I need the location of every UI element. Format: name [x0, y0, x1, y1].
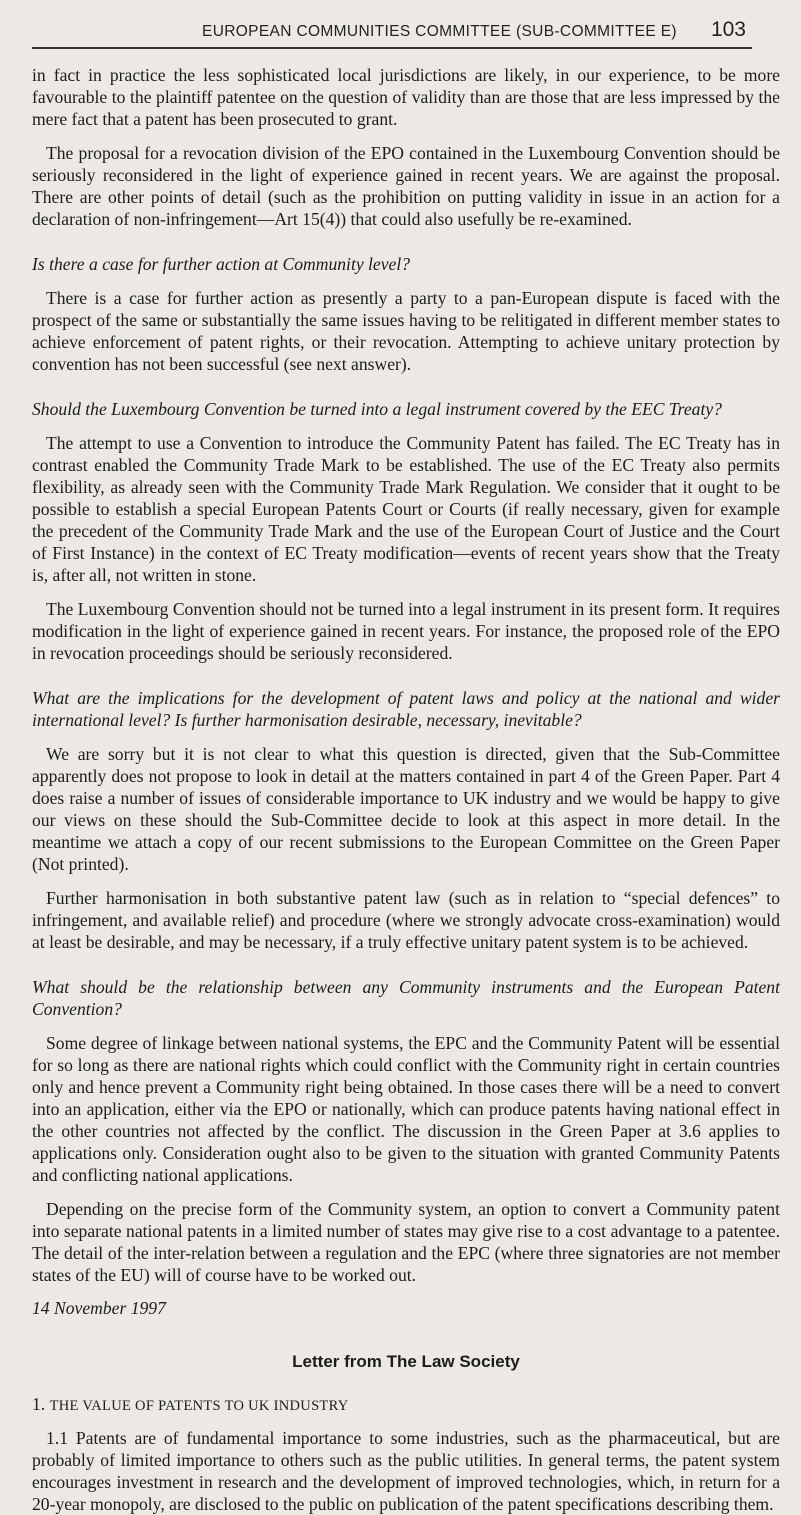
paragraph: in fact in practice the less sophisticated local jurisdictions are likely, in our experience, to be more favourable to the plaintiff patentee on the question of validity than are those that are less impressed by the mere fact that a patent has been prosecuted to grant. [32, 65, 780, 129]
letter-heading: Letter from The Law Society [292, 1352, 520, 1371]
paragraph: Some degree of linkage between national systems, the EPC and the Community Patent will be essential for so long as there are national rights which could conflict with the Community right in certain countries only and hence prevent a Community right being obtained. In those cases there will be a need to convert into an application, either via the EPO or nationally, which can produce patents having national effect in the other countries not affected by the conflict. The discussion in the Green Paper at 3.6 applies to applications only. Consideration ought also to be given to the situation with granted Community Patents and conflicting national applications. [32, 1033, 780, 1185]
header-rule [32, 47, 752, 49]
page-number: 103 [710, 18, 746, 41]
paragraph: 1.1 Patents are of fundamental importance to some industries, such as the pharmaceutical, but are probably of limited importance to others such as the public utilities. In general terms, the patent system encourages investment in research and the development of improved technologies, which, in return for a 20-year monopoly, are disclosed to the public on publication of the patent specifications describing them. [32, 1428, 780, 1514]
paragraph: We are sorry but it is not clear to what this question is directed, given that the Sub-Committee apparently does not propose to look in detail at the matters contained in part 4 of the Green Paper. Part 4 does raise a number of issues of considerable importance to UK industry and we would be happy to give our views on these should the Sub-Committee decide to look at this aspect in more detail. In the meantime we attach a copy of our recent submissions to the European Committee on the Green Paper (Not printed). [32, 744, 780, 874]
section-number: 1. [32, 1394, 46, 1414]
paragraph: The proposal for a revocation division of the EPO contained in the Luxembourg Convention should be seriously reconsidered in the light of experience gained in recent years. We are against the proposal. There are other points of detail (such as the prohibition on putting validity in issue in an action for a declaration of non-infringement—Art 15(4)) that could also usefully be re-examined. [32, 143, 780, 229]
question-heading: Should the Luxembourg Convention be turned into a legal instrument covered by the EEC Treaty? [32, 399, 722, 419]
section-heading [32, 1394, 780, 1415]
paragraph: The attempt to use a Convention to introduce the Community Patent has failed. The EC Treaty has in contrast enabled the Community Trade Mark to be established. The use of the EC Treaty also permits flexibility, as already seen with the Community Trade Mark Regulation. We consider that it ought to be possible to establish a special European Patents Court or Courts (if really necessary, given for example the precedent of the Community Trade Mark and the use of the European Court of Justice and the Court of First Instance) in the context of EC Treaty modification—events of recent years show that the Treaty is, after all, not written in stone. [32, 433, 780, 585]
paragraph: Further harmonisation in both substantive patent law (such as in relation to “special defences” to infringement, and available relief) and procedure (where we strongly advocate cross-examination) would at least be desirable, and may be necessary, if a truly effective unitary patent system is to be achieved. [32, 888, 780, 952]
section-title: THE VALUE OF PATENTS TO UK INDUSTRY [49, 1398, 349, 1414]
question-heading: What are the implications for the development of patent laws and policy at the national and wider international level? Is further harmonisation desirable, necessary, inevitable? [32, 688, 780, 730]
paragraph: The Luxembourg Convention should not be turned into a legal instrument in its present form. It requires modification in the light of experience gained in recent years. For instance, the proposed role of the EPO in revocation proceedings should be seriously reconsidered. [32, 599, 780, 663]
running-head-title: EUROPEAN COMMUNITIES COMMITTEE (SUB-COMMITTEE E) [202, 23, 677, 40]
running-head [32, 18, 780, 46]
question-heading: Is there a case for further action at Community level? [32, 254, 411, 274]
paragraph: Depending on the precise form of the Community system, an option to convert a Community patent into separate national patents in a limited number of states may give rise to a cost advantage to a patentee. The detail of the inter-relation between a regulation and the EPC (where three signatories are not member states of the EU) will of course have to be worked out. [32, 1199, 780, 1285]
date-line: 14 November 1997 [32, 1298, 166, 1318]
body-text [32, 64, 780, 1515]
paragraph: There is a case for further action as presently a party to a pan-European dispute is faced with the prospect of the same or substantially the same issues having to be relitigated in different member states to achieve enforcement of patent rights, or their revocation. Attempting to achieve unitary protection by convention has not been successful (see next answer). [32, 288, 780, 374]
question-heading: What should be the relationship between any Community instruments and the European Patent Convention? [32, 977, 780, 1019]
